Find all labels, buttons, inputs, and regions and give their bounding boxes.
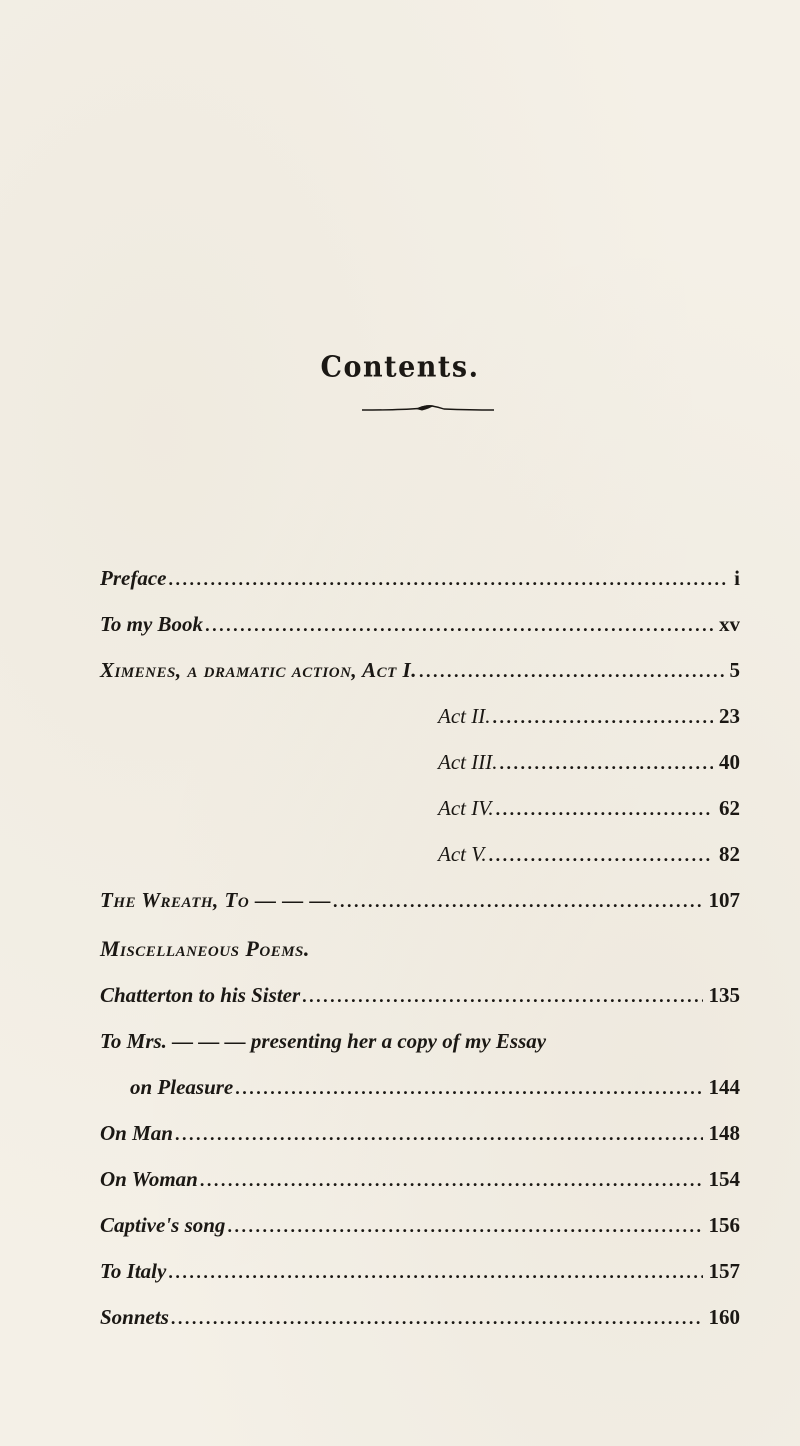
toc-page-number: 144 bbox=[708, 1075, 740, 1099]
toc-entry-label: Sonnets bbox=[100, 1305, 169, 1329]
toc-entry-to-my-book[interactable] bbox=[100, 614, 740, 635]
toc-entry-label: Captive's song bbox=[100, 1213, 226, 1237]
rule-ornament-icon bbox=[360, 404, 496, 414]
toc-entry-ximenes[interactable] bbox=[100, 660, 740, 681]
toc-entry-captives-song[interactable] bbox=[100, 1215, 740, 1236]
dot-leader bbox=[175, 1125, 703, 1143]
page-title: Contents. bbox=[320, 350, 480, 385]
toc-entry-on-pleasure[interactable] bbox=[130, 1077, 740, 1098]
dot-leader bbox=[235, 1079, 702, 1097]
dot-leader bbox=[489, 846, 713, 864]
toc-entry-sonnets[interactable] bbox=[100, 1307, 740, 1328]
section-heading-miscellaneous-poems: Miscellaneous Poems. bbox=[100, 936, 310, 961]
toc-entry-on-woman[interactable] bbox=[100, 1169, 740, 1190]
toc-entry-label: Act II. bbox=[438, 704, 491, 728]
toc-entry-label: To my Book bbox=[100, 612, 204, 636]
toc-entry-label: Ximenes, a dramatic action, Act I. bbox=[100, 658, 417, 682]
dot-leader bbox=[333, 892, 703, 910]
dot-leader bbox=[492, 708, 713, 726]
toc-entry-preface[interactable] bbox=[100, 568, 740, 589]
dot-leader bbox=[419, 662, 724, 680]
toc-page-number: 107 bbox=[708, 888, 740, 912]
dot-leader bbox=[227, 1217, 702, 1235]
toc-page-number: 157 bbox=[708, 1259, 740, 1283]
toc-page-number: xv bbox=[719, 612, 740, 636]
toc-page-number: 135 bbox=[708, 983, 740, 1007]
toc-entry-label: On Woman bbox=[100, 1167, 198, 1191]
toc-entry-label: on Pleasure bbox=[130, 1075, 234, 1099]
dot-leader bbox=[168, 570, 728, 588]
toc-entry-act-5[interactable] bbox=[438, 844, 740, 865]
toc-entry-label: Act III. bbox=[438, 750, 498, 774]
dot-leader bbox=[171, 1309, 703, 1327]
toc-entry-chatterton[interactable] bbox=[100, 985, 740, 1006]
toc-page-number: i bbox=[734, 566, 740, 590]
toc-page-number: 160 bbox=[708, 1305, 740, 1329]
toc-entry-label: The Wreath, To — — — bbox=[100, 888, 331, 912]
toc-page-number: 154 bbox=[708, 1167, 740, 1191]
toc-entry-label: Act IV. bbox=[438, 796, 494, 820]
toc-page-number: 40 bbox=[719, 750, 740, 774]
toc-page-number: 5 bbox=[729, 658, 740, 682]
toc-page-number: 148 bbox=[708, 1121, 740, 1145]
toc-entry-label: Preface bbox=[100, 566, 167, 590]
toc-entry-act-2[interactable] bbox=[438, 706, 740, 727]
toc-entry-label: To Italy bbox=[100, 1259, 167, 1283]
toc-page-number: 82 bbox=[719, 842, 740, 866]
toc-entry-label: On Man bbox=[100, 1121, 173, 1145]
dot-leader bbox=[496, 800, 713, 818]
dot-leader bbox=[168, 1263, 702, 1281]
toc-entry-label: Act V. bbox=[438, 842, 487, 866]
dot-leader bbox=[200, 1171, 703, 1189]
toc-page-number: 156 bbox=[708, 1213, 740, 1237]
toc-page-number: 23 bbox=[719, 704, 740, 728]
toc-entry-to-mrs-line-1[interactable]: To Mrs. — — — presenting her a copy of my Essay bbox=[100, 1029, 547, 1053]
toc-entry-the-wreath[interactable] bbox=[100, 890, 740, 911]
toc-entry-on-man[interactable] bbox=[100, 1123, 740, 1144]
toc-entry-label: Chatterton to his Sister bbox=[100, 983, 301, 1007]
dot-leader bbox=[205, 616, 713, 634]
dot-leader bbox=[499, 754, 713, 772]
toc-entry-to-italy[interactable] bbox=[100, 1261, 740, 1282]
toc-entry-act-4[interactable] bbox=[438, 798, 740, 819]
dot-leader bbox=[302, 987, 702, 1005]
toc-page-number: 62 bbox=[719, 796, 740, 820]
toc-entry-act-3[interactable] bbox=[438, 752, 740, 773]
